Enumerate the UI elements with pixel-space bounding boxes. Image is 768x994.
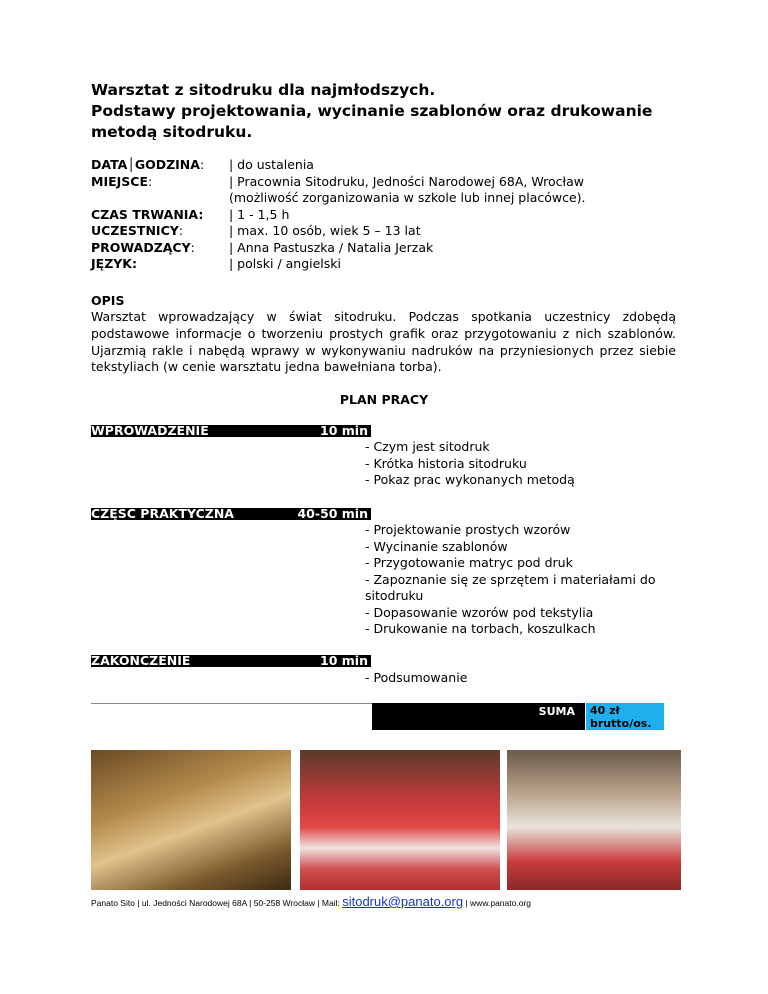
info-row-language	[91, 256, 629, 273]
list-item: - Drukowanie na torbach, koszulkach	[365, 621, 596, 636]
info-value: | polski / angielski	[229, 256, 341, 271]
info-row-participants	[91, 223, 629, 240]
plan-section-items	[365, 522, 675, 638]
info-value: | do ustalenia	[229, 157, 314, 172]
list-item: - Krótka historia sitodruku	[365, 455, 527, 471]
summary-bar	[372, 703, 585, 730]
price-box	[586, 703, 664, 730]
info-table	[91, 157, 629, 273]
info-value: | max. 10 osób, wiek 5 – 13 lat	[229, 223, 421, 238]
divider-line	[91, 703, 372, 704]
info-key: MIEJSCE	[91, 173, 148, 189]
info-row-date	[91, 157, 629, 174]
list-item: - Wycinanie szablonów	[365, 538, 508, 554]
info-value: | 1 - 1,5 h	[229, 206, 290, 222]
plan-section-name: CZĘŚĆ PRAKTYCZNA	[91, 506, 234, 521]
list-item: - Przygotowanie matryc pod druk	[365, 555, 573, 570]
plan-section-bar	[91, 425, 371, 437]
info-colon: :	[178, 223, 184, 238]
title-line: Podstawy projektowania, wycinanie szablonów oraz drukowanie	[91, 102, 653, 120]
list-item: - Podsumowanie	[365, 670, 468, 685]
info-colon: :	[199, 157, 205, 172]
list-item: - Projektowanie prostych wzorów	[365, 522, 571, 537]
list-item: - Czym jest sitodruk	[365, 439, 490, 454]
workshop-photo-printing	[300, 750, 500, 890]
plan-section-name: ZAKOŃCZENIE	[91, 653, 191, 668]
info-key: UCZESTNICY	[91, 223, 179, 238]
workshop-photo-children	[507, 750, 681, 890]
info-colon: :	[148, 173, 153, 189]
plan-section-time: 10 min	[320, 423, 368, 438]
info-value: | Anna Pastuszka / Natalia Jerzak	[229, 239, 434, 255]
info-row-place	[91, 174, 629, 191]
info-value: | Pracownia Sitodruku, Jedności Narodowej 68A, Wrocław	[229, 173, 584, 189]
info-row-place-note	[91, 190, 629, 207]
plan-section-items	[365, 439, 675, 489]
price-unit: brutto/os.	[590, 717, 652, 730]
info-value: (możliwość zorganizowania w szkole lub innej placówce).	[229, 190, 586, 205]
info-row-hosts	[91, 240, 629, 257]
info-key: CZAS TRWANIA:	[91, 206, 204, 222]
summary-label: SUMA	[538, 705, 575, 718]
footer-address: Panato Sito | ul. Jedności Narodowej 68A | 50-258 Wrocław | Mail:	[91, 898, 343, 908]
plan-section-time: 10 min	[320, 653, 368, 668]
title-line: metodą sitodruku.	[91, 123, 253, 141]
info-row-duration	[91, 207, 629, 224]
plan-section-bar	[91, 508, 371, 520]
description-text: Warsztat wprowadzający w świat sitodruku. Podczas spotkania uczestnicy zdobędą podstawowe informacje o tworzeniu prostych grafik oraz przygotowaniu z nich szablonów. Ujarzmią rakle i nabędą wprawy w wykonywaniu nadruków na przyniesionych przez siebie tekstyliach (w cenie warsztatu jedna bawełniana torba).	[91, 309, 676, 375]
plan-heading: PLAN PRACY	[339, 392, 429, 407]
plan-section-time: 40-50 min	[297, 506, 368, 521]
info-key: PROWADZĄCY	[91, 239, 191, 255]
info-key: DATA│GODZINA	[91, 157, 200, 172]
list-item: - Pokaz prac wykonanych metodą	[365, 472, 575, 487]
plan-section-items	[365, 670, 675, 687]
page-footer	[91, 894, 531, 909]
price-amount: 40 zł	[590, 704, 620, 717]
plan-section-name: WPROWADZENIE	[91, 423, 209, 438]
footer-website: | www.panato.org	[463, 898, 531, 908]
workshop-photo-stencils	[91, 750, 291, 890]
document-title	[91, 80, 691, 143]
footer-email-link[interactable]: sitodruk@panato.org	[342, 894, 464, 909]
list-item: - Zapoznanie się ze sprzętem i materiałami do sitodruku	[365, 571, 656, 603]
info-key: JĘZYK:	[91, 256, 137, 271]
plan-section-bar	[91, 655, 371, 667]
title-line: Warsztat z sitodruku dla najmłodszych.	[91, 81, 436, 99]
info-colon: :	[190, 239, 195, 255]
list-item: - Dopasowanie wzorów pod tekstylia	[365, 604, 594, 620]
description-heading: OPIS	[91, 293, 125, 308]
